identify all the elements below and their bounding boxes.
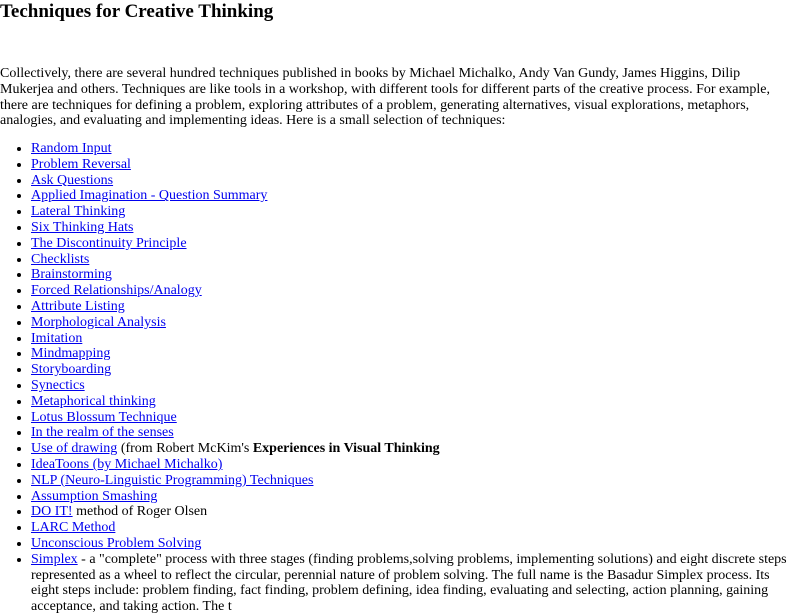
technique-link[interactable]: Checklists — [31, 251, 90, 267]
technique-link[interactable]: Storyboarding — [31, 362, 112, 378]
list-item — [31, 489, 789, 505]
list-item — [31, 220, 789, 236]
technique-link[interactable]: Six Thinking Hats — [31, 219, 134, 235]
technique-link[interactable]: Imitation — [31, 330, 83, 346]
list-item — [31, 473, 789, 489]
technique-link[interactable]: IdeaToons (by Michael Michalko) — [31, 456, 223, 472]
technique-note: (from Robert McKim's — [117, 441, 253, 457]
list-item — [31, 441, 789, 457]
technique-link[interactable]: In the realm of the senses — [31, 425, 174, 441]
list-item — [31, 552, 789, 615]
list-item — [31, 331, 789, 347]
list-item — [31, 315, 789, 331]
list-item — [31, 504, 789, 520]
technique-link[interactable]: Assumption Smashing — [31, 488, 158, 504]
list-item — [31, 173, 789, 189]
list-item — [31, 157, 789, 173]
list-item — [31, 346, 789, 362]
page-title: Techniques for Creative Thinking — [0, 1, 274, 22]
list-item — [31, 236, 789, 252]
technique-link[interactable]: Lateral Thinking — [31, 204, 126, 220]
list-item — [31, 378, 789, 394]
technique-link[interactable]: Metaphorical thinking — [31, 393, 156, 409]
technique-note: method of Roger Olsen — [72, 504, 208, 520]
technique-link[interactable]: Applied Imagination - Question Summary — [31, 188, 268, 204]
list-item — [31, 283, 789, 299]
technique-link[interactable]: Morphological Analysis — [31, 314, 166, 330]
list-item — [31, 299, 789, 315]
technique-link[interactable]: LARC Method — [31, 520, 116, 536]
technique-link[interactable]: Mindmapping — [31, 346, 111, 362]
list-item — [31, 394, 789, 410]
list-item — [31, 267, 789, 283]
technique-link[interactable]: Random Input — [31, 141, 112, 156]
technique-link[interactable]: The Discontinuity Principle — [31, 235, 187, 251]
technique-link[interactable]: Attribute Listing — [31, 298, 125, 314]
technique-link[interactable]: Lotus Blossum Technique — [31, 409, 177, 425]
technique-list — [0, 141, 789, 615]
list-item — [31, 457, 789, 473]
technique-link[interactable]: Simplex — [31, 551, 78, 567]
list-item — [31, 362, 789, 378]
technique-link[interactable]: Ask Questions — [31, 172, 114, 188]
list-item — [31, 204, 789, 220]
book-title: Experiences in Visual Thinking — [252, 441, 440, 457]
technique-link[interactable]: Problem Reversal — [31, 156, 131, 172]
technique-link[interactable]: Unconscious Problem Solving — [31, 535, 202, 551]
list-item — [31, 520, 789, 536]
technique-note: - a "complete" process with three stages (finding problems,solving problems, implementing solutions) and eight discrete steps represented as a wheel to reflect the circular, perennial nature of problem solving. The full name is the Basadur Simplex process. Its eight steps include: problem finding, fact finding, problem defining, idea finding, evaluating and selecting, action planning, gaining acceptance, and taking action. The t — [31, 551, 787, 615]
technique-link[interactable]: Synectics — [31, 377, 85, 393]
list-item — [31, 410, 789, 426]
technique-link[interactable]: Brainstorming — [31, 267, 112, 283]
technique-link[interactable]: DO IT! — [31, 504, 73, 520]
technique-link[interactable]: Forced Relationships/Analogy — [31, 283, 202, 299]
list-item — [31, 252, 789, 268]
list-item — [31, 425, 789, 441]
list-item — [31, 141, 789, 157]
technique-link[interactable]: NLP (Neuro-Linguistic Programming) Techniques — [31, 472, 314, 488]
intro-paragraph: Collectively, there are several hundred techniques published in books by Michael Michalko, Andy Van Gundy, James Higgins, Dilip Mukerjea and others. Techniques are like tools in a workshop, with different tools for different parts of the creative process. For example, there are techniques for defining a problem, exploring attributes of a problem, generating alternatives, visual explorations, metaphors, analogies, and evaluating and implementing ideas. Here is a small selection of techniques: — [0, 66, 770, 129]
technique-link[interactable]: Use of drawing — [31, 441, 118, 457]
list-item — [31, 188, 789, 204]
list-item — [31, 536, 789, 552]
